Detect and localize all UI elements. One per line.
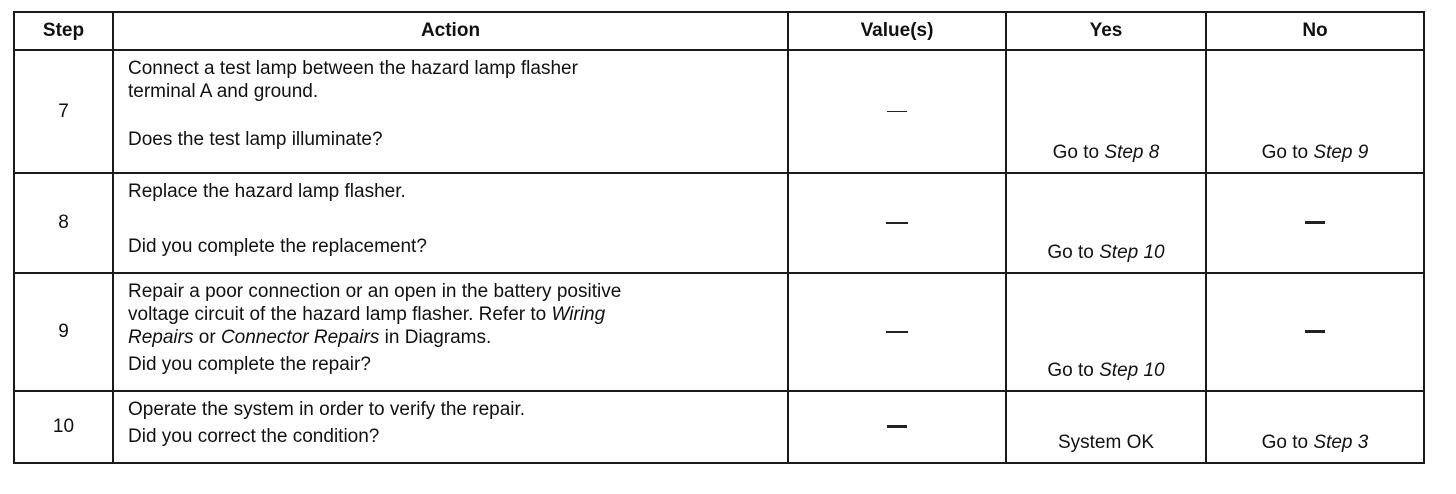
table-row xyxy=(14,273,1424,391)
no-cell xyxy=(1206,391,1424,463)
yes-text: Go to xyxy=(1047,360,1100,381)
yes-cell xyxy=(1006,173,1206,273)
question-text: Did you complete the replacement? xyxy=(128,236,427,257)
yes-cell xyxy=(1006,391,1206,463)
table-row xyxy=(14,173,1424,273)
header-yes: Yes xyxy=(1006,12,1206,50)
dash-mark xyxy=(1305,330,1325,333)
no-text: Go to xyxy=(1261,432,1314,453)
action-cell xyxy=(113,50,788,173)
dash-mark xyxy=(1305,221,1325,224)
connector-repairs-link[interactable]: Connector Repairs xyxy=(220,327,380,348)
action-text: Connect a test lamp between the hazard lamp flasher xyxy=(128,58,578,79)
value-cell xyxy=(788,273,1006,391)
yes-step-link[interactable]: Step 10 xyxy=(1099,360,1165,381)
no-cell xyxy=(1206,173,1424,273)
action-cell xyxy=(113,273,788,391)
yes-text: System OK xyxy=(1057,432,1155,453)
value-cell xyxy=(788,391,1006,463)
yes-step-link[interactable]: Step 10 xyxy=(1099,242,1165,263)
diagnostic-table xyxy=(13,11,1425,464)
yes-step-link[interactable]: Step 8 xyxy=(1104,142,1160,163)
dash-mark xyxy=(887,111,907,112)
action-text-part: or xyxy=(193,327,221,348)
value-cell xyxy=(788,50,1006,173)
action-text-part: in Diagrams. xyxy=(379,327,492,348)
table-row xyxy=(14,391,1424,463)
action-cell xyxy=(113,173,788,273)
wiring-repairs-link[interactable]: Wiring xyxy=(551,304,606,325)
no-cell xyxy=(1206,50,1424,173)
action-text: Replace the hazard lamp flasher. xyxy=(128,181,406,202)
yes-text: Go to xyxy=(1047,242,1100,263)
yes-cell xyxy=(1006,273,1206,391)
action-cell xyxy=(113,391,788,463)
action-text-part: voltage circuit of the hazard lamp flasher. Refer to xyxy=(128,304,552,325)
yes-text: Go to xyxy=(1052,142,1105,163)
header-no: No xyxy=(1206,12,1424,50)
action-text xyxy=(128,303,777,326)
question-text: Did you complete the repair? xyxy=(128,354,371,375)
wiring-repairs-link[interactable]: Repairs xyxy=(128,327,194,348)
question-text: Did you correct the condition? xyxy=(128,426,380,447)
header-step: Step xyxy=(14,12,113,50)
yes-cell xyxy=(1006,50,1206,173)
step-number: 10 xyxy=(14,391,113,463)
step-number: 8 xyxy=(14,173,113,273)
no-step-link[interactable]: Step 3 xyxy=(1313,432,1369,453)
action-text xyxy=(128,326,777,349)
value-cell xyxy=(788,173,1006,273)
header-values: Value(s) xyxy=(788,12,1006,50)
dash-mark xyxy=(887,425,907,428)
header-row xyxy=(14,12,1424,50)
dash-mark xyxy=(886,331,908,333)
step-number: 9 xyxy=(14,273,113,391)
action-text: Repair a poor connection or an open in the battery positive xyxy=(128,281,622,302)
no-cell xyxy=(1206,273,1424,391)
question-text: Does the test lamp illuminate? xyxy=(128,129,383,150)
action-text: Operate the system in order to verify the repair. xyxy=(128,399,526,420)
header-action: Action xyxy=(113,12,788,50)
no-step-link[interactable]: Step 9 xyxy=(1313,142,1369,163)
dash-mark xyxy=(886,222,908,224)
no-text: Go to xyxy=(1261,142,1314,163)
action-text: terminal A and ground. xyxy=(128,81,319,102)
table-row xyxy=(14,50,1424,173)
step-number: 7 xyxy=(14,50,113,173)
